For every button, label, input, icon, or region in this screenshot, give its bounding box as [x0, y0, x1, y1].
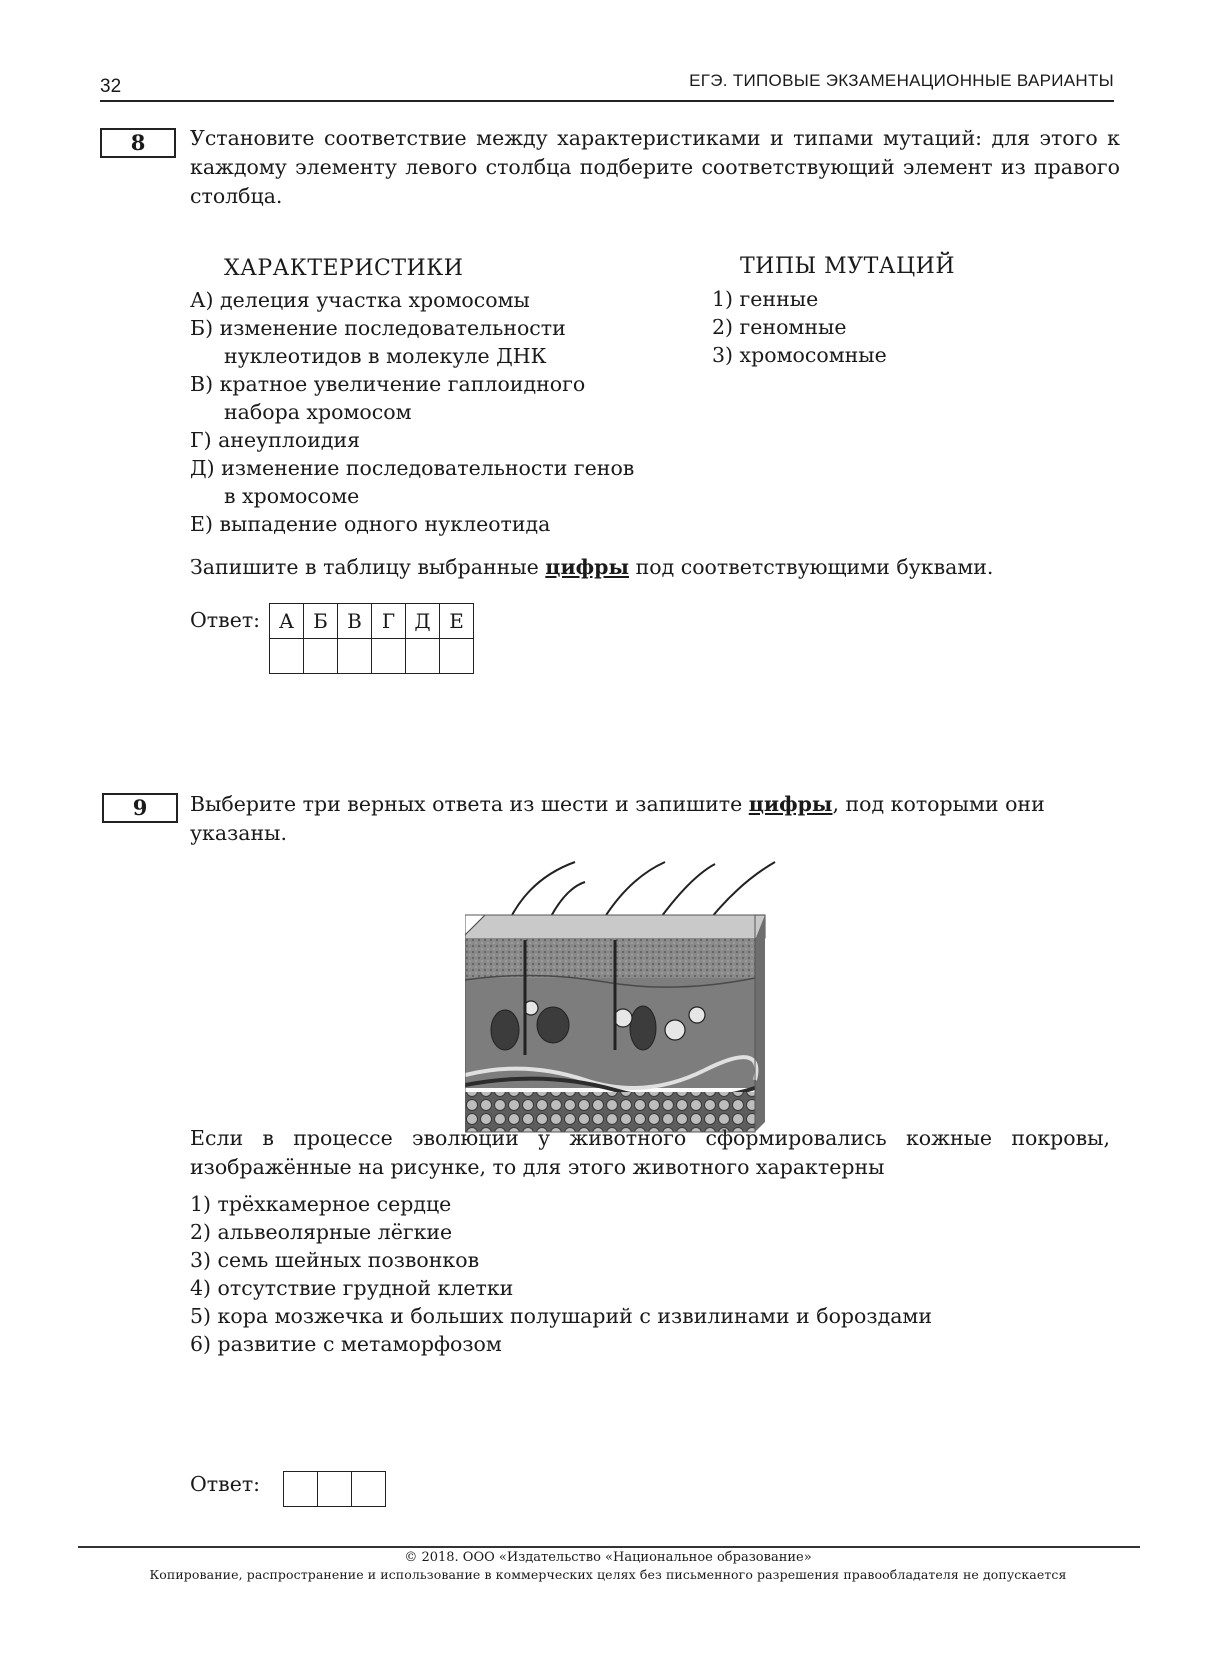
characteristic-g: Г) анеуплоидия	[190, 428, 361, 452]
running-title: ЕГЭ. ТИПОВЫЕ ЭКЗАМЕНАЦИОННЫЕ ВАРИАНТЫ	[689, 71, 1114, 90]
instruction-bold: цифры	[545, 555, 630, 579]
answer-cell-b[interactable]	[304, 639, 338, 674]
task-8-answer-table	[269, 603, 474, 674]
characteristic-v: В) кратное увеличение гаплоидного	[190, 372, 586, 396]
type-1: 1) генные	[712, 287, 819, 311]
characteristic-d-cont: в хромосоме	[224, 484, 360, 508]
instruction-text-2: под соответствующими буквами.	[635, 555, 994, 579]
page-number: 32	[100, 76, 122, 97]
answer-cell-1[interactable]	[284, 1472, 318, 1507]
option-3: 3) семь шейных позвонков	[190, 1248, 480, 1272]
task-9-prompt	[190, 790, 1110, 848]
answer-cell-a[interactable]	[270, 639, 304, 674]
task-9-question: Если в процессе эволюции у животного сформировались кожные покровы, изображённые на рисунке, то для этого животного характерны	[190, 1126, 1110, 1179]
type-3: 3) хромосомные	[712, 343, 887, 367]
characteristic-a: А) делеция участка хромосомы	[190, 288, 530, 312]
footer-rule	[78, 1546, 1140, 1548]
task-9-answer-table	[283, 1471, 386, 1507]
characteristics-heading: ХАРАКТЕРИСТИКИ	[224, 256, 464, 281]
skin-cross-section-illustration	[465, 860, 785, 1152]
prompt-bold: цифры	[748, 792, 833, 816]
characteristic-d: Д) изменение последовательности генов	[190, 456, 635, 480]
task-9-options	[190, 1190, 932, 1358]
answer-letter-g: Г	[372, 604, 406, 639]
characteristic-b-cont: нуклеотидов в молекуле ДНК	[224, 344, 547, 368]
task-8-number: 8	[100, 128, 176, 158]
prompt-text-2: , под которыми они указаны.	[190, 792, 1045, 845]
characteristics-list	[190, 286, 634, 538]
answer-cell-d[interactable]	[406, 639, 440, 674]
header-rule	[100, 100, 1114, 102]
answer-letter-b: Б	[304, 604, 338, 639]
option-1: 1) трёхкамерное сердце	[190, 1192, 452, 1216]
answer-cell-3[interactable]	[352, 1472, 386, 1507]
answer-cell-v[interactable]	[338, 639, 372, 674]
mutation-types-heading: ТИПЫ МУТАЦИЙ	[740, 254, 955, 279]
answer-cell-e[interactable]	[440, 639, 474, 674]
characteristic-v-cont: набора хромосом	[224, 400, 412, 424]
answer-cell-g[interactable]	[372, 639, 406, 674]
option-6: 6) развитие с метаморфозом	[190, 1332, 502, 1356]
type-2: 2) геномные	[712, 315, 847, 339]
option-4: 4) отсутствие грудной клетки	[190, 1276, 514, 1300]
task-8-instruction	[190, 553, 993, 582]
characteristic-e: Е) выпадение одного нуклеотида	[190, 512, 551, 536]
task-9-answer-label: Ответ:	[190, 1472, 261, 1496]
answer-letter-a: А	[270, 604, 304, 639]
option-5: 5) кора мозжечка и больших полушарий с извилинами и бороздами	[190, 1304, 933, 1328]
mutation-types-list	[712, 285, 887, 369]
prompt-text-1: Выберите три верных ответа из шести и запишите	[190, 792, 743, 816]
task-9-number: 9	[102, 793, 178, 823]
option-2: 2) альвеолярные лёгкие	[190, 1220, 453, 1244]
task-8-answer-label: Ответ:	[190, 608, 261, 632]
footer-notice: Копирование, распространение и использование в коммерческих целях без письменного разрешения правообладателя не допускается	[149, 1567, 1067, 1582]
footer-copyright: © 2018. ООО «Издательство «Национальное образование»	[404, 1550, 812, 1565]
task-8-prompt: Установите соответствие между характеристиками и типами мутаций: для этого к каждому элементу левого столбца подберите соответствующий элемент из правого столбца.	[190, 126, 1120, 208]
answer-cell-2[interactable]	[318, 1472, 352, 1507]
instruction-text-1: Запишите в таблицу выбранные	[190, 555, 539, 579]
answer-letter-d: Д	[406, 604, 440, 639]
answer-letter-e: Е	[440, 604, 474, 639]
answer-letter-v: В	[338, 604, 372, 639]
characteristic-b: Б) изменение последовательности	[190, 316, 566, 340]
